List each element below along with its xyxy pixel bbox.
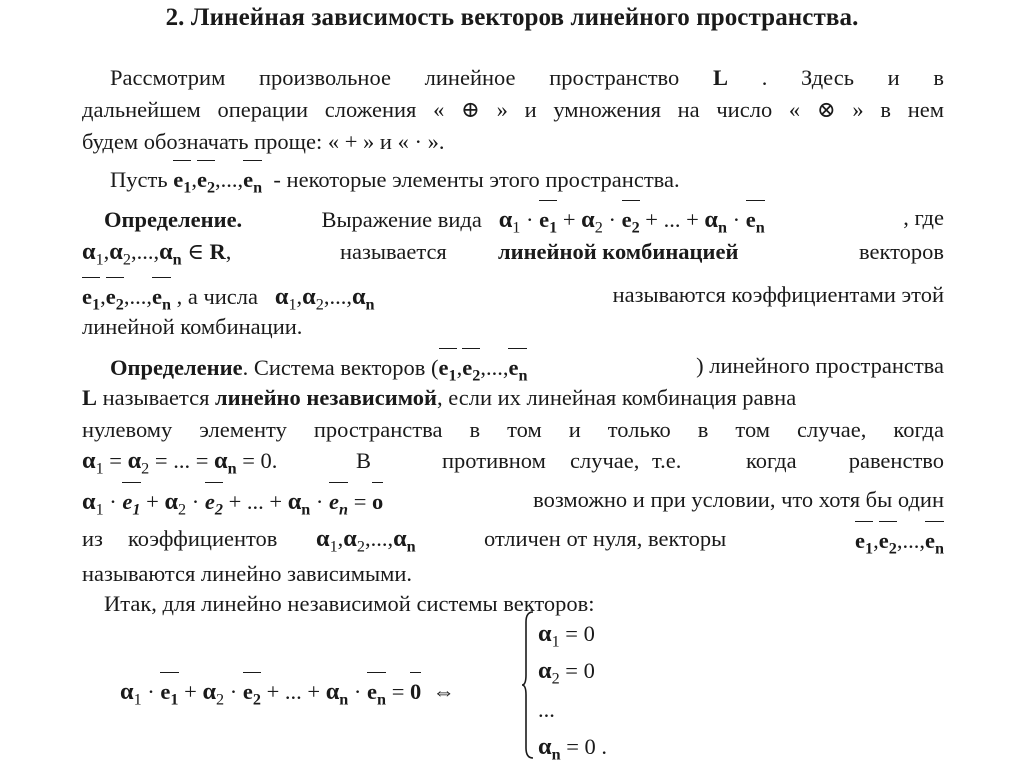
def2-term: линейно независимой <box>215 385 437 410</box>
page-title: 2. Линейная зависимость векторов линейного пространства. <box>165 4 859 31</box>
final-combination: $\alpha_1 \cdot e_1 + \alpha_2 \cdot e_2$ + ... + $\alpha_n \cdot e_n = 0$ ⇔ <box>120 676 540 714</box>
def1-line-4: линейной комбинации. <box>82 314 303 339</box>
intro-line-3: будем обозначать проще: « + » и « · ». <box>82 129 445 154</box>
system-row-4: $\alpha_n = 0$ . <box>538 733 608 764</box>
def2-line-4: $\alpha_1 = \alpha_2$ = ... = $\alpha_n = 0$. В противном случае, т.е. когда равенство <box>82 447 944 478</box>
intro-line-4: Пусть $e_1,e_2,...,e_n$ - некоторые элементы этого пространства. <box>82 164 972 202</box>
def1-line-3: $e_1,e_2,...,e_n$ , а числа $\alpha_1,\alpha_2,...,\alpha_n$ называются коэффициентами этой <box>82 281 944 319</box>
def2-line-5: $\alpha_1 \cdot e_1 + \alpha_2 \cdot e_2$ + ... + $\alpha_n \cdot e_n = o$ возможно и при условии, что хотя бы один <box>82 486 944 524</box>
def1-label: Определение. <box>104 207 243 232</box>
system-row-3: ... <box>538 697 555 722</box>
def2-line-1: Определение. Система векторов ($e_1,e_2,...,e_n$ ) линейного пространства <box>82 352 944 390</box>
conclusion-line: Итак, для линейно независимой системы векторов: <box>104 591 595 616</box>
def2-label: Определение <box>110 355 243 380</box>
def2-line-7: называются линейно зависимыми. <box>82 561 413 586</box>
system-row-2: $\alpha_2 = 0$ <box>538 657 595 688</box>
def2-line-3: нулевому элементу пространства в том и только в том случае, когда <box>82 417 944 442</box>
def1-line-2: $\alpha_1,\alpha_2,...,\alpha_n$ ∈ R, называется линейной комбинацией векторов <box>82 238 944 269</box>
def1-line-1: Определение. Выражение вида $\alpha_1 \cdot e_1 + \alpha_2 \cdot e_2$ + ... + $\alpha_n \cdot e_n$ , где <box>82 204 944 242</box>
system-row-1: $\alpha_1 = 0$ <box>538 620 595 651</box>
def2-line-2: L называется линейно независимой, если их линейная комбинация равна <box>82 385 797 410</box>
space-symbol: L <box>712 65 728 90</box>
system-brace <box>521 610 535 760</box>
intro-line-2: дальнейшем операции сложения « ⊕ » и умножения на число « ⊗ » в нем <box>82 97 944 122</box>
def2-line-6: из коэффициентов $\alpha_1,\alpha_2,...,\alpha_n$ отличен от нуля, векторы $e_1,e_2,...,e_n$ <box>82 525 944 553</box>
intro-line-1: Рассмотрим произвольное линейное пространство L . Здесь и в <box>110 65 945 90</box>
def1-term: линейной комбинацией <box>498 239 739 264</box>
